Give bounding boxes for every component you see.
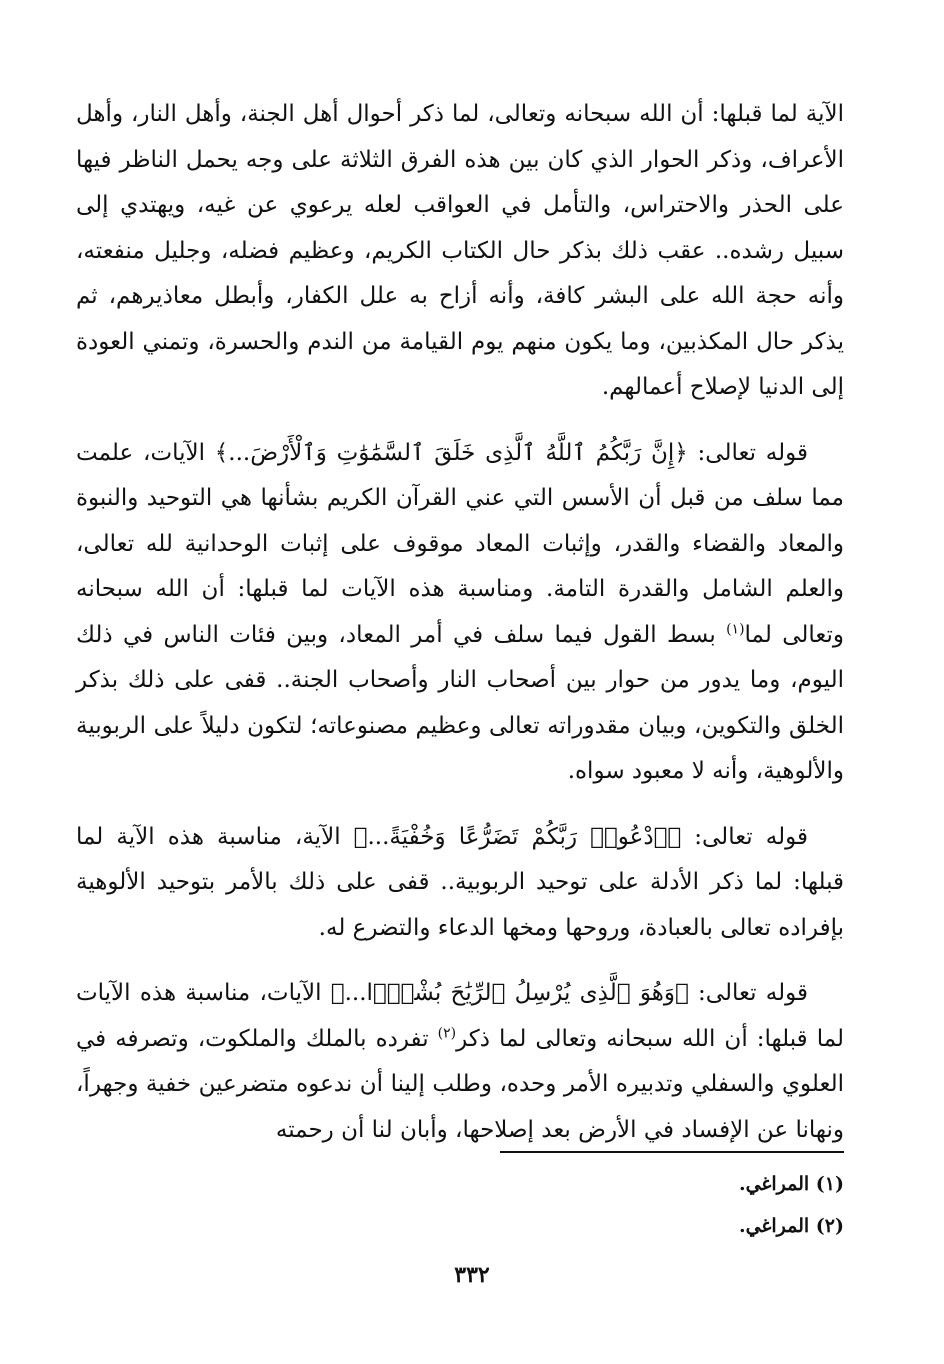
main-text	[76, 92, 844, 1173]
footnote-2-marker: (٢)	[815, 1215, 844, 1237]
footnote-1	[444, 1163, 844, 1205]
paragraph-3-text: قوله تعالى: ﴿ٱدْعُوا۟ رَبَّكُمْ تَضَرُّعًا وَخُفْيَةً...﴾ الآية، مناسبة هذه الآية لما قبلها: لما ذكر الأدلة على توحيد الربوبية.. قفى على ذلك بالأمر بتوحيد الألوهية بإفراده تعالى بالعبادة، وروحها ومخها الدعاء والتضرع له.	[76, 823, 844, 941]
footnote-ref-2: (٢)	[437, 1024, 457, 1041]
page-number: ٣٣٢	[454, 1262, 490, 1288]
paragraph-4-text-after: تفرده بالملك والملكوت، وتصرفه في العلوي والسفلي وتدبيره الأمر وحده، وطلب إلينا أن ندعوه متضرعين خفية وجهراً، ونهانا عن الإفساد في الأرض بعد إصلاحها، وأبان لنا أن رحمته	[76, 1025, 844, 1143]
footnote-2	[444, 1205, 844, 1247]
paragraph-2-text-before: قوله تعالى: ﴿إِنَّ رَبَّكُمُ ٱللَّهُ ٱلَّذِى خَلَقَ ٱلسَّمَٰوَٰتِ وَٱلْأَرْضَ...﴾ الآيات، علمت مما سلف من قبل أن الأسس التي عني القرآن الكريم بشأنها هي التوحيد والنبوة والمعاد والقضاء والقدر، وإثبات المعاد موقوف على إثبات الوحدانية لله تعالى، والعلم الشامل والقدرة التامة. ومناسبة هذه الآيات لما قبلها: أن الله سبحانه وتعالى لما	[76, 439, 844, 648]
paragraph-1	[76, 92, 844, 411]
footnotes	[444, 1163, 844, 1247]
paragraph-1-text: الآية لما قبلها: أن الله سبحانه وتعالى، لما ذكر أحوال أهل الجنة، وأهل النار، وأهل الأعراف، وذكر الحوار الذي كان بين هذه الفرق الثلاثة على وجه يحمل الناظر فيها على الحذر والاحتراس، والتأمل في العواقب لعله يرعوي عن غيه، ويهتدي إلى سبيل رشده.. عقب ذلك بذكر حال الكتاب الكريم، وعظيم فضله، وجليل منفعته، وأنه حجة الله على البشر كافة، وأنه أزاح به علل الكفار، وأبطل معاذيرهم، ثم يذكر حال المكذبين، وما يكون منهم يوم القيامة من الندم والحسرة، وتمني العودة إلى الدنيا لإصلاح أعمالهم.	[76, 101, 844, 400]
footnote-2-text: المراغي.	[738, 1215, 810, 1237]
paragraph-4-text-before: قوله تعالى: ﴿وَهُوَ ٱلَّذِى يُرْسِلُ ٱلرِّيَٰحَ بُشْرًۢا...﴾ الآيات، مناسبة هذه الآيات لما قبلها: أن الله سبحانه وتعالى لما ذكر	[76, 980, 845, 1052]
paragraph-2	[76, 431, 844, 795]
footnote-divider	[500, 1151, 844, 1153]
paragraph-3	[76, 815, 844, 952]
footnote-ref-1: (١)	[726, 620, 745, 637]
footnote-1-text: المراغي.	[738, 1173, 810, 1195]
paragraph-2-text-after: بسط القول فيما سلف في أمر المعاد، وبين فئات الناس في ذلك اليوم، وما يدور من حوار بين أصحاب النار وأصحاب الجنة.. قفى على ذلك بذكر الخلق والتكوين، وبيان مقدوراته تعالى وعظيم مصنوعاته؛ لتكون دليلاً على الربوبية والألوهية، وأنه لا معبود سواه.	[76, 621, 844, 784]
footnote-1-marker: (١)	[815, 1173, 844, 1195]
paragraph-4	[76, 971, 844, 1153]
